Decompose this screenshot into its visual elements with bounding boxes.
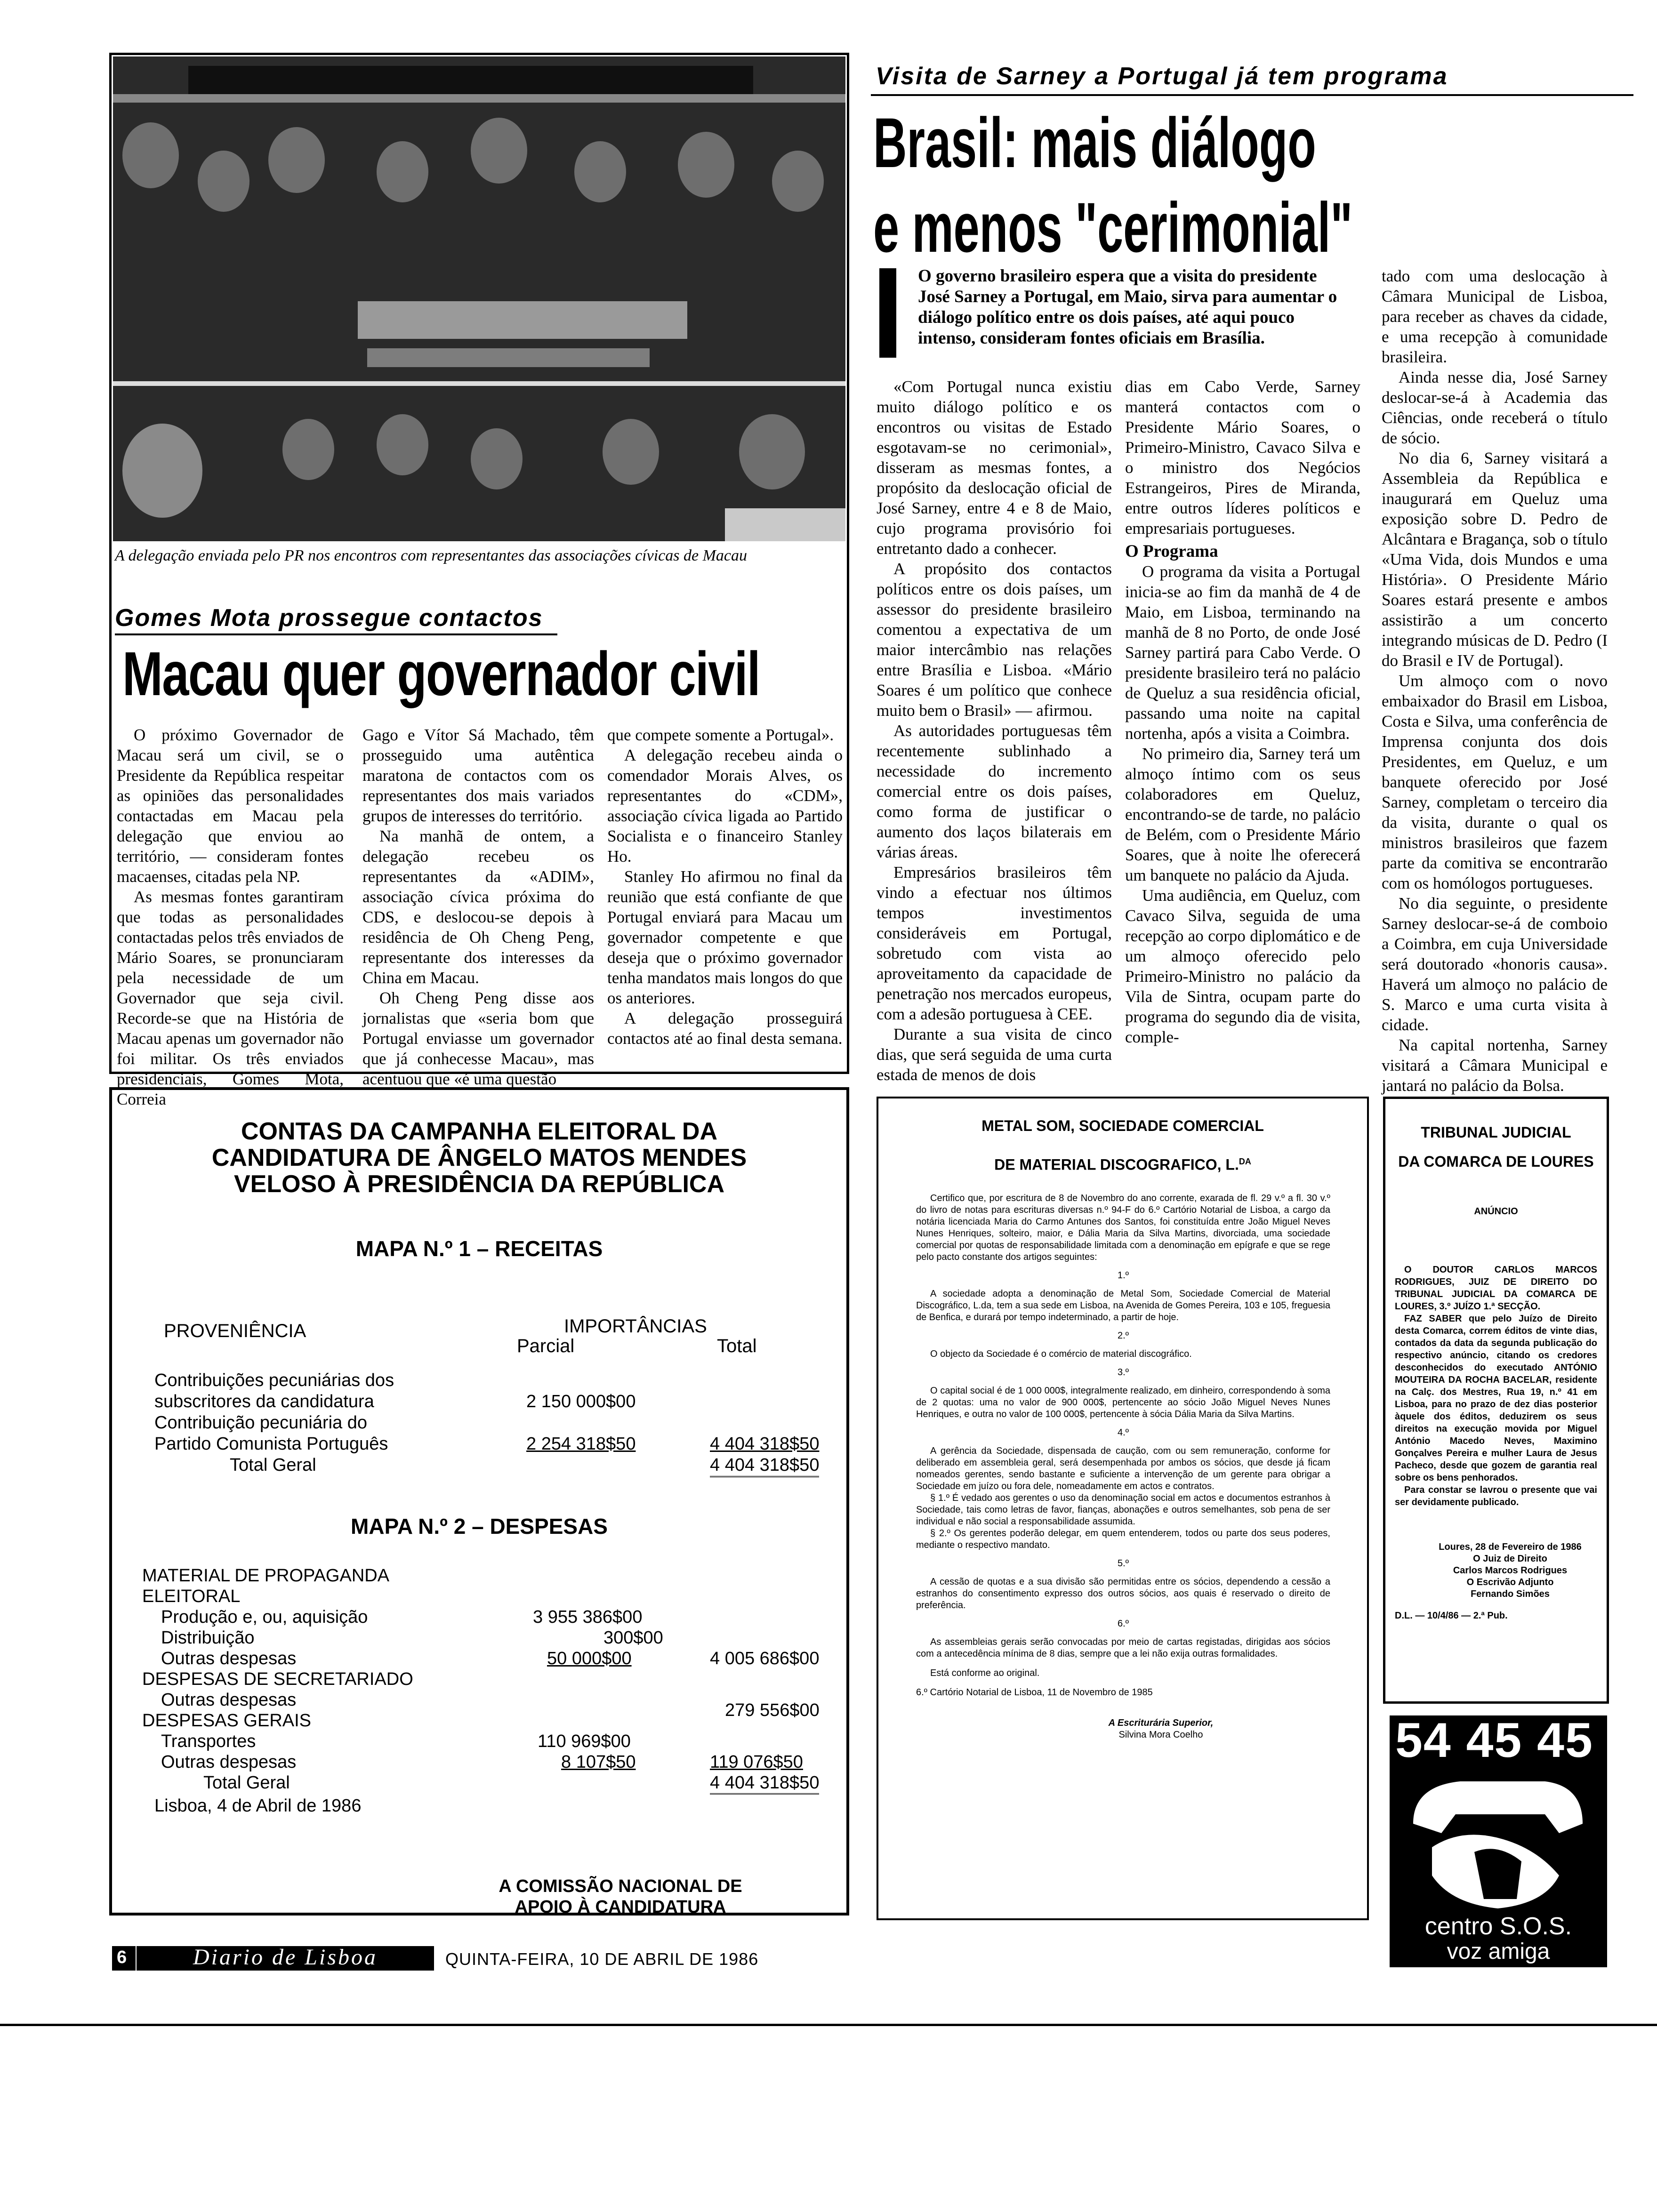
sos-line-1: centro S.O.S. — [1424, 1913, 1572, 1940]
hdr-importancias: IMPORTÂNCIAS — [564, 1316, 707, 1337]
telephone-hand-icon — [1404, 1767, 1592, 1913]
tribunal-body: O DOUTOR CARLOS MARCOS RODRIGUES, JUIZ DE DIREITO DO TRIBUNAL JUDICIAL DA COMARCA DE LOURES, 3.º JUÍZO 1.ª SECÇÃO. FAZ SABER que pelo Juízo de Direito desta Comarca, correm éditos de vinte dias, contados da data da segunda publicação do respectivo anúncio, citando os credores desconhecidos do executado ANTÓNIO MOUTEIRA DA ROCHA BACELAR, residente na Calç. dos Mestres, Rua 19, n.º 41 em Lisboa, para no prazo de dez dias posterior àquele dos éditos, deduzirem os seus direitos na execução movida por Miguel António Macedo Neves, Maximino Gonçalves Pereira e mulher Laura de Jesus Pacheco, desde que gozem de garantia real sobre os bens penhorados. Para constar se lavrou o presente que vai ser devidamente publicado. Loures, 28 de Fevereiro de 1986 O Juiz de Direito Carlos Marcos Rodrigues O Escrivão Adjunto Fernando Simões D.L. — 10/4/86 — 2.ª Pub. — [1395, 1265, 1597, 1621]
macau-col-3: que compete somente a Portugal». A delegação recebeu ainda o comendador Morais Alves, os representantes do «CDM», associação cívica ligada ao Partido Socialista e o financeiro Stanley Ho. Stanley Ho afirmou no final da reunião que está confiante de que Portugal enviará para Macau um governador competente e que deseja que o próximo governador tenha mandatos mais longos do que os anteriores. A delegação prosseguirá contactos até ao final desta semana. — [607, 726, 843, 1048]
sarney-col-1: «Com Portugal nunca existiu muito diálogo político e os encontros ou visitas de Estado esgotavam-se no cerimonial», disseram as mesmas fontes, a propósito da deslocação oficial de José Sarney, entre 4 e 8 de Maio, cujo programa provisório foi entretanto dado a conhecer. A propósito dos contactos políticos entre os dois países, um assessor do presidente brasileiro comentou a expectativa de um maior intercâmbio nas relações entre Brasília e Lisboa. «Mário Soares é um político que conhece muito bem o Brasil» — afirmou. As autoridades portuguesas têm recentemente sublinhado a necessidade do incremento comercial entre os dois países, como forma de justificar o aumento dos laços bilaterais em várias áreas. Empresários brasileiros têm vindo a efectuar nos últimos tempos investimentos consideráveis em Portugal, sobretudo com vista ao aproveitamento da capacidade de penetração nos mercados europeus, com a adesão portuguesa à CEE. Durante a sua visita de cinco dias, que será seguida de uma curta estada de menos de dois — [877, 377, 1112, 1084]
delegation-photo — [113, 56, 845, 541]
receitas-rows: Contribuições pecuniárias dos subscritores da candidatura 2 150 000$00 Contribuição pecuniária do Partido Comunista Português 2 254 318$50 4 404 318$50 Total Geral 4 404 318$50 — [154, 1370, 832, 1476]
masthead: Diario de Lisboa — [193, 1945, 378, 1970]
sos-number: 54 45 45 — [1395, 1715, 1593, 1768]
sos-ad — [1390, 1715, 1607, 1967]
kicker-rule — [115, 633, 557, 635]
sos-line-2: voz amiga — [1447, 1939, 1550, 1964]
metal-som-notice — [877, 1097, 1369, 1920]
sarney-headline-1: Brasil: mais diálogo — [873, 103, 1316, 182]
macau-headline: Macau quer governador civil — [122, 639, 760, 708]
hdr-proveniencia: PROVENIÊNCIA — [164, 1321, 306, 1341]
macau-kicker: Gomes Mota prossegue contactos — [115, 604, 543, 632]
sarney-headline-2: e menos "cerimonial" — [873, 188, 1353, 267]
metal-som-title: METAL SOM, SOCIEDADE COMERCIAL DE MATERIAL DISCOGRAFICO, L.$^{DA}$ — [981, 1117, 1264, 1173]
metal-som-body: Certifico que, por escritura de 8 de Novembro do ano corrente, exarada de fl. 29 v.º a fl. 30 v.º do livro de notas para escrituras diversas n.º 94-F do 6.º Cartório Notarial de Lisboa, a cargo da notária licenciada Maria do Carmo Antunes dos Santos, foi constituída entre João Miguel Neves Nunes Henriques, solteiro, maior, e Dália Maria da Silva Martins, divorciada, uma sociedade comercial por quotas de responsabilidade limitada com a denominação em epígrafe e que se rege pelo pacto constante dos artigos seguintes: 1.º A sociedade adopta a denominação de Metal Som, Sociedade Comercial de Material Discográfico, L.da, tem a sua sede em Lisboa, na Avenida de Gomes Pereira, 103 e 105, freguesia de Benfica, e durará por tempo indeterminado, a partir de hoje. 2.º O objecto da Sociedade é o comércio de material discográfico. 3.º O capital social é de 1 000 000$, integralmente realizado, em dinheiro, correspondendo à soma de 2 quotas: uma no valor de 900 000$, pertencente ao sócio João Miguel Neves Nunes Henriques, e outra no valor de 100 000$, pertencente à sócia Dália Maria da Silva Martins. 4.º A gerência da Sociedade, dispensada de caução, com ou sem remuneração, conforme for deliberado em assembleia geral, será desempenhada por ambos os sócios, que desde já ficam nomeados gerentes, sendo bastante e suficiente a intervenção de um gerente para obrigar a Sociedade em juízo ou fora dele, nomeadamente em actos e contratos. § 1.º É vedado aos gerentes o uso da denominação social em actos e documentos estranhos à Sociedade, tais como letras de favor, fianças, abonações e outros semelhantes, sob pena de ser individual e não social a responsabilidade assumida. § 2.º Os gerentes poderão delegar, em quem entenderem, todos ou parte dos seus poderes, mediante o respectivo mandato. 5.º A cessão de quotas e a sua divisão são permitidas entre os sócios, dependendo a cessão a estranhos do consentimento expresso dos outros sócios, aos quais é reservado o direito de preferência. 6.º As assembleias gerais serão convocadas por meio de cartas registadas, dirigidas aos sócios com a antecedência mínima de 8 dias, sempre que a lei não exija outras formalidades. Está conforme ao original. 6.º Cartório Notarial de Lisboa, 11 de Novembro de 1985 A Escriturária Superior, Silvina Mora Coelho — [916, 1193, 1330, 1740]
campaign-accounts-box — [109, 1087, 849, 1915]
macau-col-1: O próximo Governador de Macau será um civil, se o Presidente da República respeitar as opiniões das personalidades contactadas em Macau pela delegação que enviou ao território, — consideram fontes macaenses, citadas pela NP. As mesmas fontes garantiram que todas as personalidades contactadas pelos três enviados de Mário Soares, se pronunciaram pela necessidade de um Governador que seja civil. Recorde-se que na História de Macau apenas um governador não foi militar. Os três enviados presidenciais, Gomes Mota, Correia — [117, 726, 344, 1108]
macau-col-2: Gago e Vítor Sá Machado, têm prosseguido uma autêntica maratona de contactos com os representantes dos mais variados grupos de interesses do território. Na manhã de ontem, a delegação recebeu os representantes da «ADIM», associação cívica próxima do CDS, e deslocou-se depois à residência de Oh Cheng Peng, representante dos interesses da China em Macau. Oh Cheng Peng disse aos jornalistas que «seria bom que Portugal enviasse um governador que já conhecesse Macau», mas acentuou que «é uma questão — [362, 726, 594, 1088]
hdr-parcial: Parcial — [517, 1336, 575, 1356]
tribunal-anuncio: ANÚNCIO — [1474, 1206, 1518, 1217]
sarney-col-3: tado com uma deslocação à Câmara Municipal de Lisboa, para receber as chaves da cidade, e uma recepção à comunidade brasileira. Ainda nesse dia, José Sarney deslocar-se-á à Academia das Ciências, onde receberá o título de sócio. No dia 6, Sarney visitará a Assembleia da República e inaugurará em Queluz uma exposição sobre D. Pedro de Alcântara e Bragança, sob o título «Uma Vida, dois Mundos e uma História». O Presidente Mário Soares estará presente e ambos assistirão a um concerto integrando músicas de D. Pedro (I do Brasil e IV de Portugal). Um almoço com o novo embaixador do Brasil em Lisboa, Costa e Silva, uma conferência de Imprensa conjunta dos dois Presidentes, em Queluz, e um banquete oferecido por José Sarney, completam o terceiro dia da visita, durante o qual os ministros brasileiros que fazem parte da comitiva se encontrarão com os homólogos portugueses. No dia seguinte, o presidente Sarney deslocar-se-á de comboio a Coimbra, em cuja Universidade será doutorado «honoris causa». Haverá um almoço no palácio de S. Marco e uma curta visita à cidade. Na capital nortenha, Sarney visitará a Câmara Municipal e jantará no palácio da Bolsa. — [1382, 267, 1608, 1095]
tribunal-notice — [1383, 1097, 1609, 1704]
bottom-rule — [0, 2024, 1657, 2026]
map1-title: MAPA N.º 1 – RECEITAS — [355, 1236, 603, 1261]
dropcap-bar — [879, 268, 896, 358]
map2-title: MAPA N.º 2 – DESPESAS — [351, 1514, 608, 1539]
despesas-rows: MATERIAL DE PROPAGANDA ELEITORAL Produção e, ou, aquisição 3 955 386$00 Distribuição 300$00 Outras despesas 50 000$00 4 005 686$00 DESPESAS DE SECRETARIADO Outras despesas 279 556$00 DESPESAS GERAIS Transportes 110 969$00 Outras despesas 8 107$50 119 076$50 Total Geral 4 404 318$50 — [142, 1565, 820, 1793]
issue-date: QUINTA-FEIRA, 10 DE ABRIL DE 1986 — [445, 1949, 759, 1969]
sarney-lead: O governo brasileiro espera que a visita do presidente José Sarney a Portugal, em Maio, sirva para aumentar o diálogo político entre os dois países, até aqui pouco intenso, consideram fontes oficiais em Brasília. — [918, 266, 1337, 348]
tribunal-title: TRIBUNAL JUDICIAL DA COMARCA DE LOURES — [1398, 1124, 1594, 1170]
page-number: 6 — [117, 1948, 127, 1967]
accounts-signature: A COMISSÃO NACIONAL DE APOIO À CANDIDATURA — [499, 1876, 742, 1917]
sarney-col-2: dias em Cabo Verde, Sarney manterá contactos com o Presidente Mário Soares, o Primeiro-Ministro, Cavaco Silva e o ministro dos Negócios Estrangeiros, Pires de Miranda, entre outros líderes políticos e empresariais portugueses. O Programa O programa da visita a Portugal inicia-se ao fim da manhã de 4 de Maio, em Lisboa, terminando na manhã de 8 no Porto, de onde José Sarney partirá para Cabo Verde. O presidente brasileiro terá no palácio de Queluz a sua residência oficial, passando uma noite na capital nortenha, após a visita a Coimbra. No primeiro dia, Sarney terá um almoço íntimo com os seus colaboradores em Queluz, encontrando-se de tarde, no palácio de Belém, com o Presidente Mário Soares, que à noite lhe oferecerá um banquete no palácio da Ajuda. Uma audiência, em Queluz, com Cavaco Silva, seguida de uma recepção ao corpo diplomático e de um almoço oferecido pelo Primeiro-Ministro no palácio da Vila de Sintra, ocupam parte do programa do segundo dia de visita, comple- — [1125, 377, 1360, 1046]
accounts-title: CONTAS DA CAMPANHA ELEITORAL DA CANDIDATURA DE ÂNGELO MATOS MENDES VELOSO À PRESIDÊNCIA DA REPÚBLICA — [211, 1118, 747, 1198]
hdr-total: Total — [717, 1336, 757, 1356]
programa-subhead: O Programa — [1125, 542, 1218, 561]
accounts-date: Lisboa, 4 de Abril de 1986 — [154, 1796, 362, 1816]
sarney-kicker-rule — [871, 94, 1633, 96]
sarney-kicker: Visita de Sarney a Portugal já tem programa — [876, 63, 1448, 90]
photo-caption: A delegação enviada pelo PR nos encontros com representantes das associações cívicas de Macau — [115, 547, 747, 564]
